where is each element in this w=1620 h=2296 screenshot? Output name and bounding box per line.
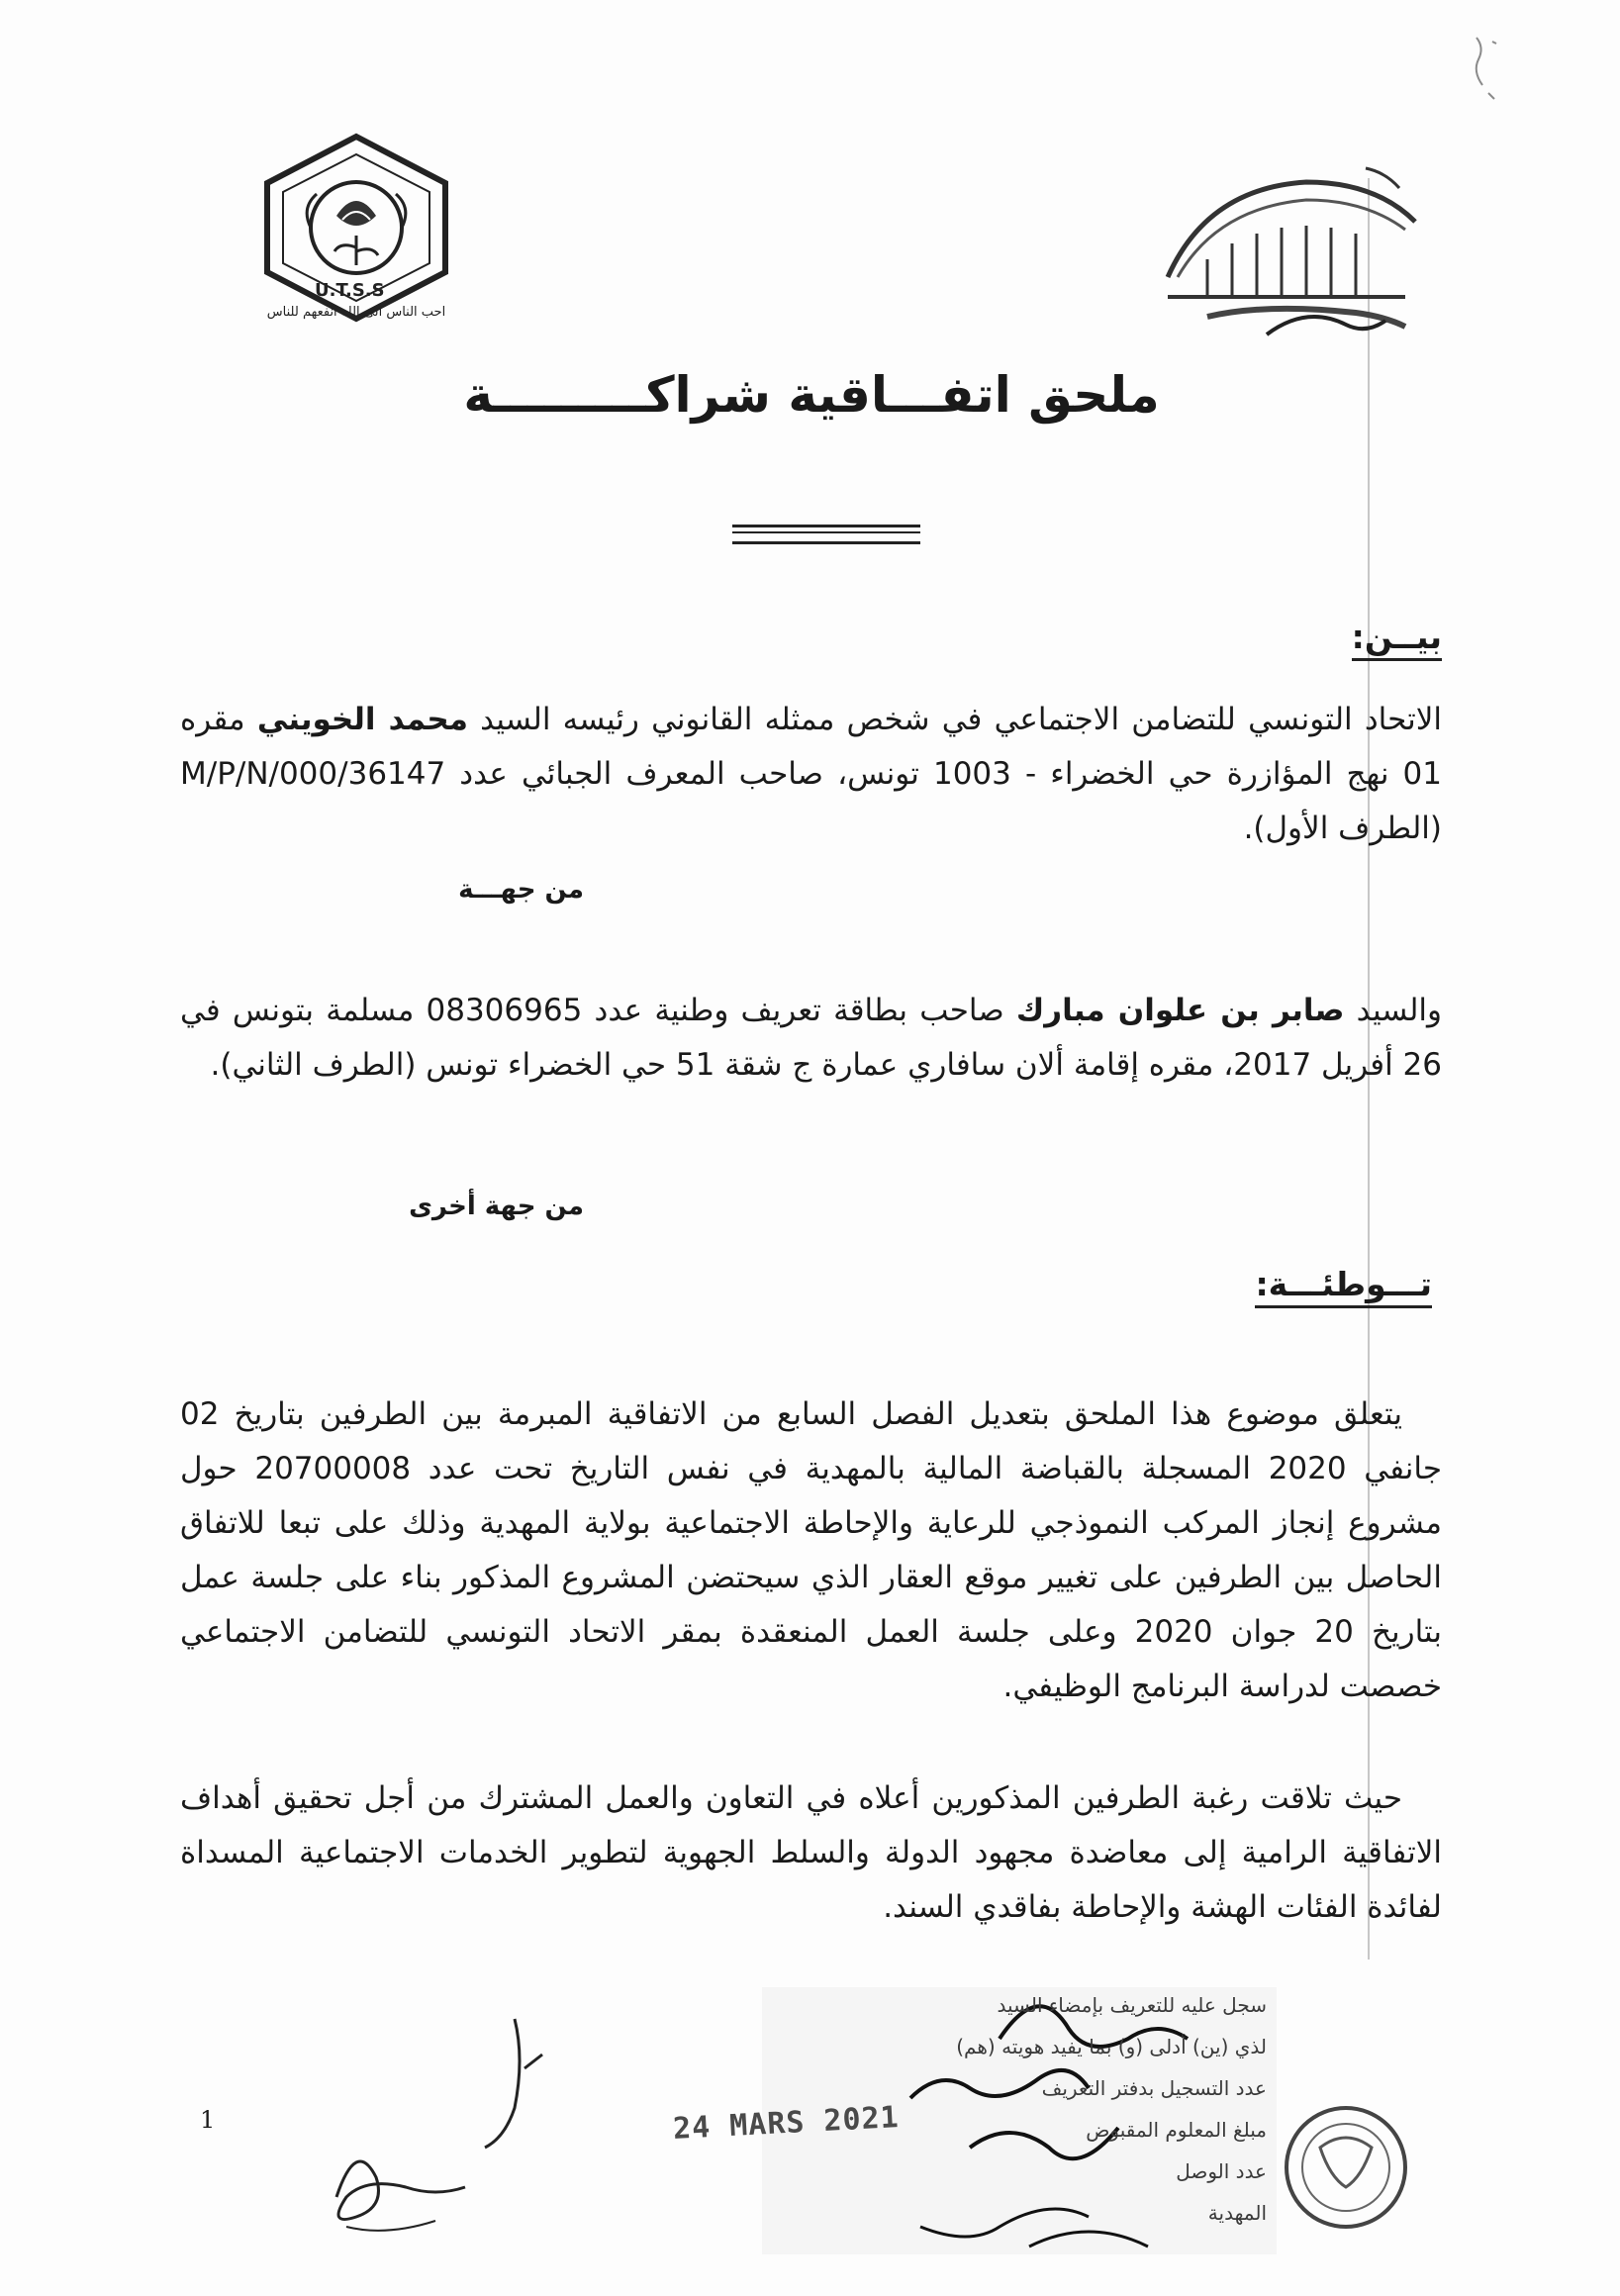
stamp-line-5: عدد الوصل	[1176, 2159, 1267, 2183]
preamble-heading: تـــوطئـــة:	[1255, 1265, 1432, 1308]
first-party-text-after: مقره 01 نهج المؤازرة حي الخضراء - 1003 تونس، صاحب المعرف الجبائي عدد 36147/M/P/N/000 (الطرف الأول).	[180, 702, 1442, 846]
date-stamp: 24 MARS 2021	[672, 2100, 901, 2147]
preamble-paragraph-1: يتعلق موضوع هذا الملحق بتعديل الفصل السابع من الاتفاقية المبرمة بين الطرفين بتاريخ 02 جانفي 2020 المسجلة بالقباضة المالية بالمهدية في نفس التاريخ تحت عدد 20700008 حول مشروع إنجاز المركب النموذجي للرعاية والإحاطة الاجتماعية بولاية المهدية وذلك على تبعا للاتفاق الحاصل بين الطرفين على تغيير موقع العقار الذي سيحتضن المشروع المذكور بناء على جلسة عمل بتاريخ 20 جوان 2020 وعلى جلسة العمل المنعقدة بمقر الاتحاد التونسي للتضامن الاجتماعي خصصت لدراسة البرنامج الوظيفي.	[180, 1396, 1443, 1704]
second-party-paragraph	[180, 984, 1442, 1093]
stamp-line-6: المهدية	[1207, 2201, 1267, 2225]
stamp-line-1: سجل عليه للتعريف بإمضاء السيد	[997, 1993, 1267, 2017]
preamble-paragraph-2: حيث تلاقت رغبة الطرفين المذكورين أعلاه في التعاون والعمل المشترك من أجل تحقيق أهداف الاتفاقية الرامية إلى معاضدة مجهود الدولة والسلط الجهوية لتطوير الخدمات الاجتماعية المسداة لفائدة الفئات الهشة والإحاطة بفاقدي السند.	[180, 1780, 1442, 1925]
from-other-side-label: من جهة أخرى	[409, 1192, 584, 1221]
second-party-text-before: والسيد	[1344, 993, 1442, 1028]
utss-initials: U.T.S.S	[315, 280, 385, 301]
page-number: 1	[200, 2106, 216, 2134]
signature-first-party	[297, 1999, 594, 2256]
margin-pen-mark	[1455, 30, 1514, 109]
title-double-rule	[732, 525, 920, 544]
parties-heading: بيــن:	[1352, 618, 1442, 661]
first-party-name: محمد الخويني	[256, 702, 468, 737]
mahdia-tunisie-logo	[1148, 148, 1445, 346]
second-party-name: صابر بن علوان مبارك	[1015, 993, 1345, 1028]
stamp-line-3: عدد التسجيل بدفتر التعريف	[1041, 2076, 1267, 2100]
first-party-paragraph	[180, 693, 1442, 856]
stamp-line-2: لذي (ين) أدلى (و) بما يفيد هويته (هم)	[956, 2035, 1267, 2058]
stamp-line-4: مبلغ المعلوم المقبوض	[1086, 2118, 1267, 2142]
utss-logo-caption: احب الناس الى الله انفعهم للناس	[266, 305, 446, 320]
from-one-side-label: من جهـــة	[458, 875, 584, 905]
second-party-text-after: صاحب بطاقة تعريف وطنية عدد 08306965 مسلمة بتونس في 26 أفريل 2017، مقره إقامة ألان سافاري عمارة ج شقة 51 حي الخضراء تونس (الطرف الثاني).	[180, 993, 1442, 1083]
document-title: ملحق اتفـــاقية شراكـــــــــة	[463, 366, 1160, 424]
first-party-text-before: الاتحاد التونسي للتضامن الاجتماعي في شخص ممثله القانوني رئيسه السيد	[467, 702, 1443, 737]
